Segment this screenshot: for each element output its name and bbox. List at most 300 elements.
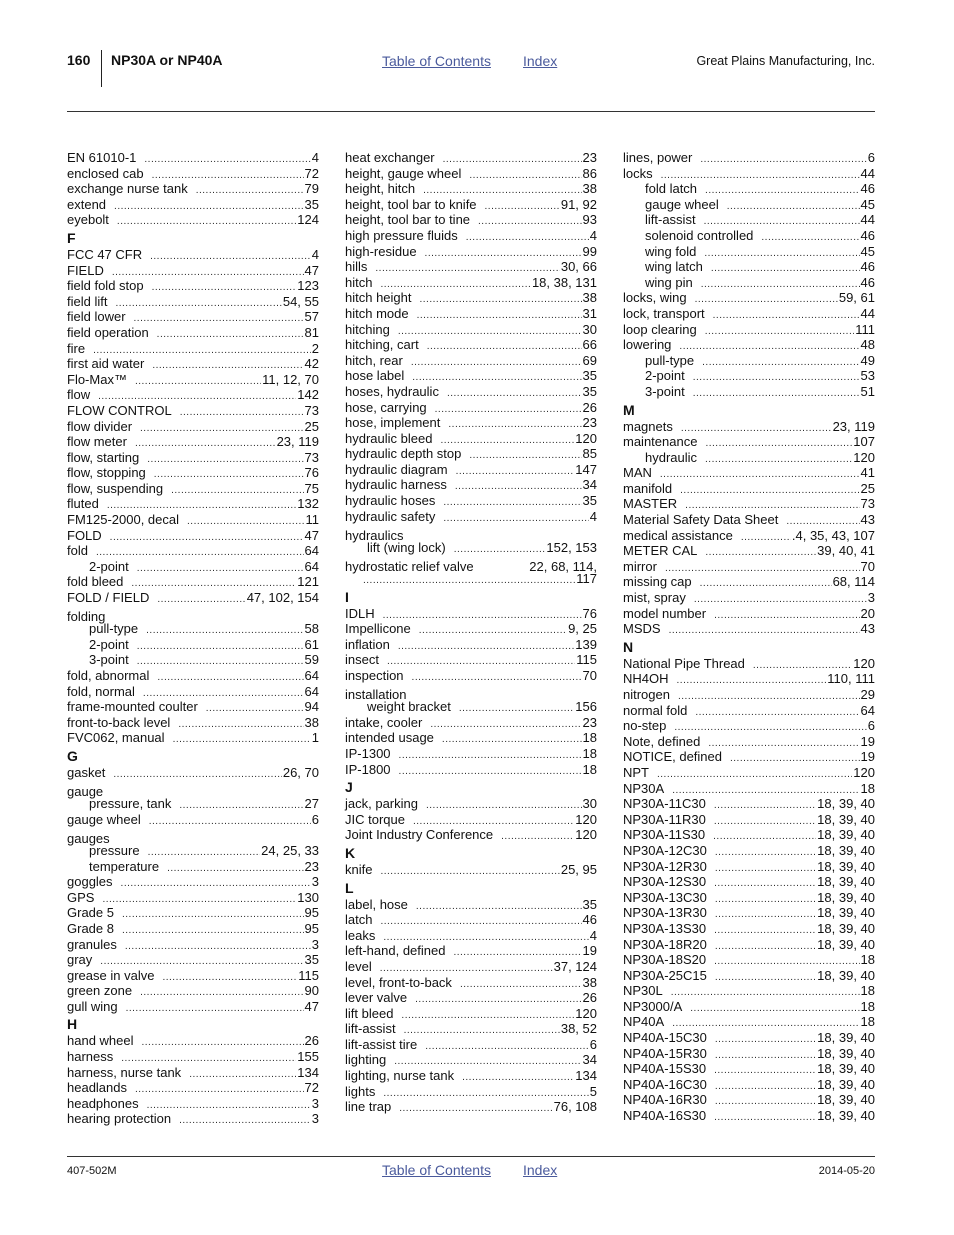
index-term: no-step (623, 718, 667, 734)
index-entry (345, 975, 597, 991)
dot-leader (137, 561, 304, 577)
index-page-numbers: 76 (582, 605, 597, 621)
index-page-numbers: 4 (589, 927, 597, 943)
index-entry (623, 921, 875, 937)
index-term: NP40A (623, 1014, 665, 1030)
index-entry (623, 606, 875, 622)
index-term: fold, abnormal (67, 668, 150, 683)
document-title: NP30A or NP40A (111, 52, 223, 68)
index-page-numbers: 120 (853, 449, 875, 465)
dot-leader (700, 576, 832, 592)
index-page-numbers: 46 (860, 227, 875, 243)
index-term: FLOW CONTROL (67, 402, 172, 418)
index-term: Flo-Max™ (67, 371, 127, 387)
index-entry (345, 571, 597, 587)
index-term: mist, spray (623, 590, 686, 606)
dot-leader (380, 914, 581, 930)
index-page-numbers: 64 (860, 702, 875, 718)
dot-leader (678, 689, 860, 705)
index-entry (623, 574, 875, 590)
index-term: intake, cooler (345, 714, 423, 730)
index-column-2 (345, 150, 597, 1115)
index-term: NP30A-11S30 (623, 827, 706, 843)
index-term: goggles (67, 874, 113, 890)
dot-leader (478, 214, 582, 230)
index-page-numbers: 26 (582, 399, 597, 415)
index-entry (67, 465, 319, 481)
index-entry (345, 228, 597, 244)
index-term: hitch, rear (345, 352, 403, 368)
index-page-numbers: 18, 39, 40 (817, 889, 875, 905)
index-page-numbers: 23 (582, 150, 597, 165)
index-term: hose label (345, 368, 405, 384)
index-entry (345, 244, 597, 260)
index-page-numbers: 18, 39, 40 (817, 842, 875, 858)
table-of-contents-link[interactable]: Table of Contents (382, 53, 491, 69)
index-page-numbers: 18, 39, 40 (817, 967, 875, 983)
index-page-numbers: 38 (582, 290, 597, 306)
index-page-numbers: 64 (304, 543, 319, 559)
index-term: mirror (623, 558, 657, 574)
index-term: FOLD (67, 527, 102, 543)
index-entry (623, 905, 875, 921)
index-page-numbers: 152, 153 (546, 539, 597, 555)
index-page-numbers: 30 (582, 321, 597, 337)
dot-leader (387, 654, 575, 670)
index-entry (345, 368, 597, 384)
dot-leader (700, 152, 866, 168)
index-entry (67, 543, 319, 559)
index-term: field lift (67, 293, 108, 309)
index-page-numbers: 72 (304, 1080, 319, 1096)
index-page-numbers: 25, 95 (560, 861, 597, 877)
index-term: NP30A-18S20 (623, 952, 707, 968)
index-entry (345, 181, 597, 197)
index-term: green zone (67, 983, 133, 999)
index-term: Grade 5 (67, 905, 114, 921)
index-term: lift (wing lock) (367, 539, 446, 555)
index-letter-heading: J (345, 779, 353, 796)
index-entry (67, 181, 319, 197)
index-term: NP40A-16C30 (623, 1076, 707, 1092)
index-term: loop clearing (623, 321, 697, 337)
index-page-numbers: 49 (860, 352, 875, 368)
index-entry (623, 952, 875, 968)
index-term: EN 61010-1 (67, 150, 137, 165)
dot-leader (110, 530, 304, 546)
index-entry (345, 212, 597, 228)
index-entry (623, 290, 875, 306)
index-entry (623, 749, 875, 765)
index-entry (67, 528, 319, 544)
index-term: missing cap (623, 574, 692, 590)
index-term: temperature (89, 858, 160, 874)
dot-leader (727, 199, 860, 215)
index-term: headlands (67, 1080, 127, 1096)
index-term: flow, starting (67, 449, 140, 465)
index-term: high pressure fluids (345, 227, 458, 243)
index-term: hitching (345, 321, 390, 337)
index-term: fold (67, 543, 88, 559)
dot-leader (714, 814, 816, 830)
index-page-numbers: 64 (304, 668, 319, 683)
index-term: pull-type (645, 352, 695, 368)
dot-leader (187, 514, 304, 530)
index-term: first aid water (67, 356, 145, 372)
index-page-numbers: 3 (311, 1095, 319, 1111)
index-entry (345, 912, 597, 928)
index-term: gray (67, 952, 93, 968)
index-term: granules (67, 936, 117, 952)
index-term: lever valve (345, 990, 408, 1006)
index-term: flow (67, 387, 91, 403)
index-page-numbers: 11 (305, 512, 319, 528)
dot-leader (135, 1082, 304, 1098)
index-term: enclosed cab (67, 165, 144, 181)
index-term: FOLD / FIELD (67, 590, 150, 606)
index-page-numbers: 47 (304, 262, 319, 278)
index-entry (623, 687, 875, 703)
index-term: flow divider (67, 418, 133, 434)
index-entry (67, 512, 319, 528)
dot-leader (680, 483, 859, 499)
dot-leader (715, 1048, 816, 1064)
index-page-numbers: 46 (860, 181, 875, 197)
index-subentry (67, 859, 319, 875)
dot-leader (412, 524, 596, 540)
index-term: locks, wing (623, 290, 687, 306)
index-page-numbers: 23, 119 (832, 418, 875, 434)
index-term: manifold (623, 480, 673, 496)
index-entry (345, 796, 597, 812)
dot-leader (173, 732, 311, 748)
index-term: hydraulic harness (345, 477, 447, 493)
index-page-numbers: 53 (860, 368, 875, 384)
index-term: Grade 8 (67, 920, 114, 936)
index-page-numbers: 42 (304, 356, 319, 372)
index-term: NP40A-16R30 (623, 1092, 707, 1108)
index-term: GPS (67, 889, 95, 905)
index-term: Material Safety Data Sheet (623, 512, 779, 528)
dot-leader (715, 1079, 816, 1095)
index-page-numbers: 18 (860, 983, 875, 999)
index-entry (623, 999, 875, 1015)
dot-leader (695, 705, 859, 721)
dot-leader (140, 985, 303, 1001)
dot-leader (714, 923, 816, 939)
index-term: gauge wheel (67, 811, 141, 827)
index-term: 3-point (645, 383, 685, 399)
index-page-numbers: 18, 39, 40 (817, 920, 875, 936)
index-page-numbers: 73 (860, 496, 875, 512)
index-term: NPT (623, 764, 649, 780)
index-page-numbers: 35 (582, 383, 597, 399)
index-page-numbers: 94 (304, 699, 319, 715)
index-term: NP30A (623, 780, 665, 796)
index-page-numbers: 37, 124 (553, 958, 597, 974)
index-entry (67, 952, 319, 968)
index-page-numbers: 46 (860, 259, 875, 275)
index-term: Impellicone (345, 621, 411, 637)
index-term: NP30A-12R30 (623, 858, 707, 874)
index-page-numbers: 20 (860, 605, 875, 621)
index-term: NP30A-13C30 (623, 889, 707, 905)
index-page-numbers: 18, 39, 40 (817, 858, 875, 874)
index-entry (67, 325, 319, 341)
index-column-1 (67, 150, 319, 1127)
index-term: wing latch (645, 259, 703, 275)
index-term: left-hand, defined (345, 943, 446, 959)
index-term: gauge (67, 784, 104, 800)
index-page-numbers: 18, 39, 40 (817, 936, 875, 952)
index-term: hydraulic depth stop (345, 446, 462, 462)
index-term: JIC torque (345, 811, 405, 827)
index-page-numbers: 93 (582, 212, 597, 228)
index-term: fold, normal (67, 683, 135, 699)
index-page-numbers: 18 (582, 730, 597, 746)
index-page-numbers: 1 (311, 730, 319, 746)
index-page-numbers: 120 (575, 430, 597, 446)
index-subentry (623, 244, 875, 260)
index-entry (345, 384, 597, 400)
index-term: hydraulic bleed (345, 430, 433, 446)
index-term: hitch height (345, 290, 412, 306)
index-page-numbers: 73 (304, 402, 319, 418)
dot-leader (399, 764, 582, 780)
index-page-numbers: 76 (304, 465, 319, 481)
index-term: NH4OH (623, 671, 669, 687)
index-page-numbers: 26 (582, 990, 597, 1006)
index-term: NOTICE, defined (623, 749, 722, 765)
dot-leader (425, 1039, 589, 1055)
index-term: hydraulic diagram (345, 461, 448, 477)
index-page-numbers: 54, 55 (282, 293, 319, 309)
dot-leader (715, 845, 816, 861)
index-term: NP40A-16S30 (623, 1108, 707, 1124)
index-entry (345, 637, 597, 653)
index-link[interactable]: Index (523, 53, 558, 69)
index-page-numbers: 51 (860, 383, 875, 399)
index-term: hose, implement (345, 415, 441, 431)
dot-leader (708, 736, 859, 752)
index-entry (623, 859, 875, 875)
index-term: harness (67, 1049, 114, 1065)
dot-leader (179, 798, 303, 814)
index-entry (345, 652, 597, 668)
index-term: IDLH (345, 605, 375, 621)
index-page-numbers: 23 (582, 714, 597, 730)
index-term: inspection (345, 668, 404, 683)
dot-leader (180, 405, 304, 421)
index-term: hydraulic safety (345, 508, 436, 524)
index-term: gasket (67, 764, 106, 780)
index-entry (345, 762, 597, 778)
index-entry (67, 372, 319, 388)
index-entry (67, 590, 319, 606)
index-entry (345, 621, 597, 637)
index-page-numbers: 120 (853, 764, 875, 780)
dot-leader (135, 436, 276, 452)
index-term: hitching, cart (345, 337, 419, 353)
dot-leader (401, 1008, 574, 1024)
index-page-numbers: 86 (582, 165, 597, 181)
index-page-numbers: 18, 39, 40 (817, 796, 875, 812)
index-page-numbers: 44 (860, 165, 875, 181)
dot-leader (705, 183, 859, 199)
dot-leader (345, 573, 575, 589)
dot-leader (162, 970, 297, 986)
index-entry (67, 434, 319, 450)
index-page-numbers: 44 (860, 305, 875, 321)
index-term: National Pipe Thread (623, 655, 745, 671)
index-term: line trap (345, 1099, 392, 1115)
dot-leader (715, 1094, 816, 1110)
index-entry (623, 765, 875, 781)
index-subentry (623, 384, 875, 400)
index-entry (623, 590, 875, 606)
index-entry (623, 337, 875, 353)
index-term: pressure (89, 842, 140, 858)
index-letter-heading: I (345, 588, 349, 605)
dot-leader (715, 939, 816, 955)
index-page-numbers: 45 (860, 243, 875, 259)
index-letter-heading: N (623, 638, 634, 655)
dot-leader (695, 292, 838, 308)
index-page-numbers: 130 (297, 889, 319, 905)
index-entry (67, 937, 319, 953)
dot-leader (705, 545, 816, 561)
dot-leader (118, 827, 318, 843)
index-page-numbers: 115 (298, 967, 319, 983)
header-divider (101, 50, 102, 87)
index-entry (345, 509, 597, 525)
index-entry (345, 715, 597, 731)
dot-leader (147, 452, 303, 468)
index-page-numbers: 35 (304, 196, 319, 212)
index-entry (345, 1099, 597, 1115)
index-term: 3-point (89, 652, 129, 668)
index-term: hydraulic (645, 449, 698, 465)
index-term: fold bleed (67, 574, 124, 590)
index-page-numbers: 79 (304, 181, 319, 197)
index-page-numbers: 73 (304, 449, 319, 465)
index-subentry (345, 540, 597, 556)
index-entry (345, 322, 597, 338)
index-entry (67, 668, 319, 684)
index-page-numbers: 123 (297, 278, 319, 294)
index-page-numbers: 38 (304, 714, 319, 730)
dot-leader (404, 1023, 560, 1039)
footer-rule (67, 1156, 875, 1157)
index-term: lift-assist (345, 1021, 396, 1037)
dot-leader (134, 311, 304, 327)
dot-leader (420, 292, 582, 308)
dot-leader (701, 277, 860, 293)
index-entry (623, 306, 875, 322)
footer-table-of-contents-link[interactable]: Table of Contents (382, 1162, 491, 1178)
dot-leader (414, 684, 596, 700)
index-page-numbers: 76, 108 (553, 1099, 597, 1115)
index-entry (67, 827, 319, 846)
index-page-numbers: 19 (860, 749, 875, 765)
index-entry (623, 671, 875, 687)
index-subentry (623, 197, 875, 213)
index-entry (345, 259, 597, 275)
index-term: lighting (345, 1052, 387, 1068)
index-entry (345, 166, 597, 182)
index-term: installation (345, 687, 407, 703)
index-term: extend (67, 196, 107, 212)
index-entry (623, 481, 875, 497)
index-page-numbers: 99 (582, 243, 597, 259)
index-page-numbers: 85 (582, 446, 597, 462)
index-term: wing pin (645, 274, 693, 290)
index-page-numbers: 38 (582, 181, 597, 197)
dot-leader (693, 370, 860, 386)
index-page-numbers: 9, 25 (568, 621, 597, 637)
index-page-numbers: 46 (582, 912, 597, 928)
index-letter-heading: F (67, 229, 76, 246)
index-column-3 (623, 150, 875, 1124)
index-term: fire (67, 340, 86, 356)
index-entry (345, 446, 597, 462)
index-page-numbers: 124 (297, 212, 319, 228)
index-page-numbers: 18, 39, 40 (817, 874, 875, 890)
dot-leader (715, 1032, 816, 1048)
index-entry (345, 477, 597, 493)
index-entry (67, 294, 319, 310)
index-entry (623, 434, 875, 450)
index-term: exchange nurse tank (67, 181, 188, 197)
dot-leader (443, 495, 581, 511)
dot-leader (399, 748, 582, 764)
index-entry (345, 493, 597, 509)
index-subentry (67, 559, 319, 575)
index-entry (345, 730, 597, 746)
index-term: NP40A-15R30 (623, 1045, 707, 1061)
dot-leader (102, 892, 296, 908)
index-entry (623, 703, 875, 719)
index-term: folding (67, 609, 106, 625)
index-term: headphones (67, 1095, 139, 1111)
index-entry (623, 1092, 875, 1108)
index-page-numbers: 4 (589, 508, 597, 524)
index-entry (345, 959, 597, 975)
index-entry (623, 1108, 875, 1124)
index-entry (67, 968, 319, 984)
dot-leader (715, 907, 816, 923)
index-entry (623, 796, 875, 812)
index-term: Note, defined (623, 733, 701, 749)
index-term: fluted (67, 496, 99, 512)
index-subentry (67, 796, 319, 812)
index-page-numbers: 3 (311, 1111, 319, 1127)
index-page-numbers: 134 (297, 1064, 319, 1080)
dot-leader (380, 864, 559, 880)
footer-index-link[interactable]: Index (523, 1162, 558, 1178)
index-entry (67, 481, 319, 497)
index-entry (623, 812, 875, 828)
index-subentry (67, 843, 319, 859)
index-term: hoses, hydraulic (345, 383, 439, 399)
index-term: intended usage (345, 730, 434, 746)
index-page-numbers: 120 (575, 827, 597, 843)
dot-leader (121, 876, 311, 892)
dot-leader (741, 530, 791, 546)
index-term: MSDS (623, 621, 661, 637)
index-term: medical assistance (623, 527, 733, 543)
index-entry (67, 356, 319, 372)
